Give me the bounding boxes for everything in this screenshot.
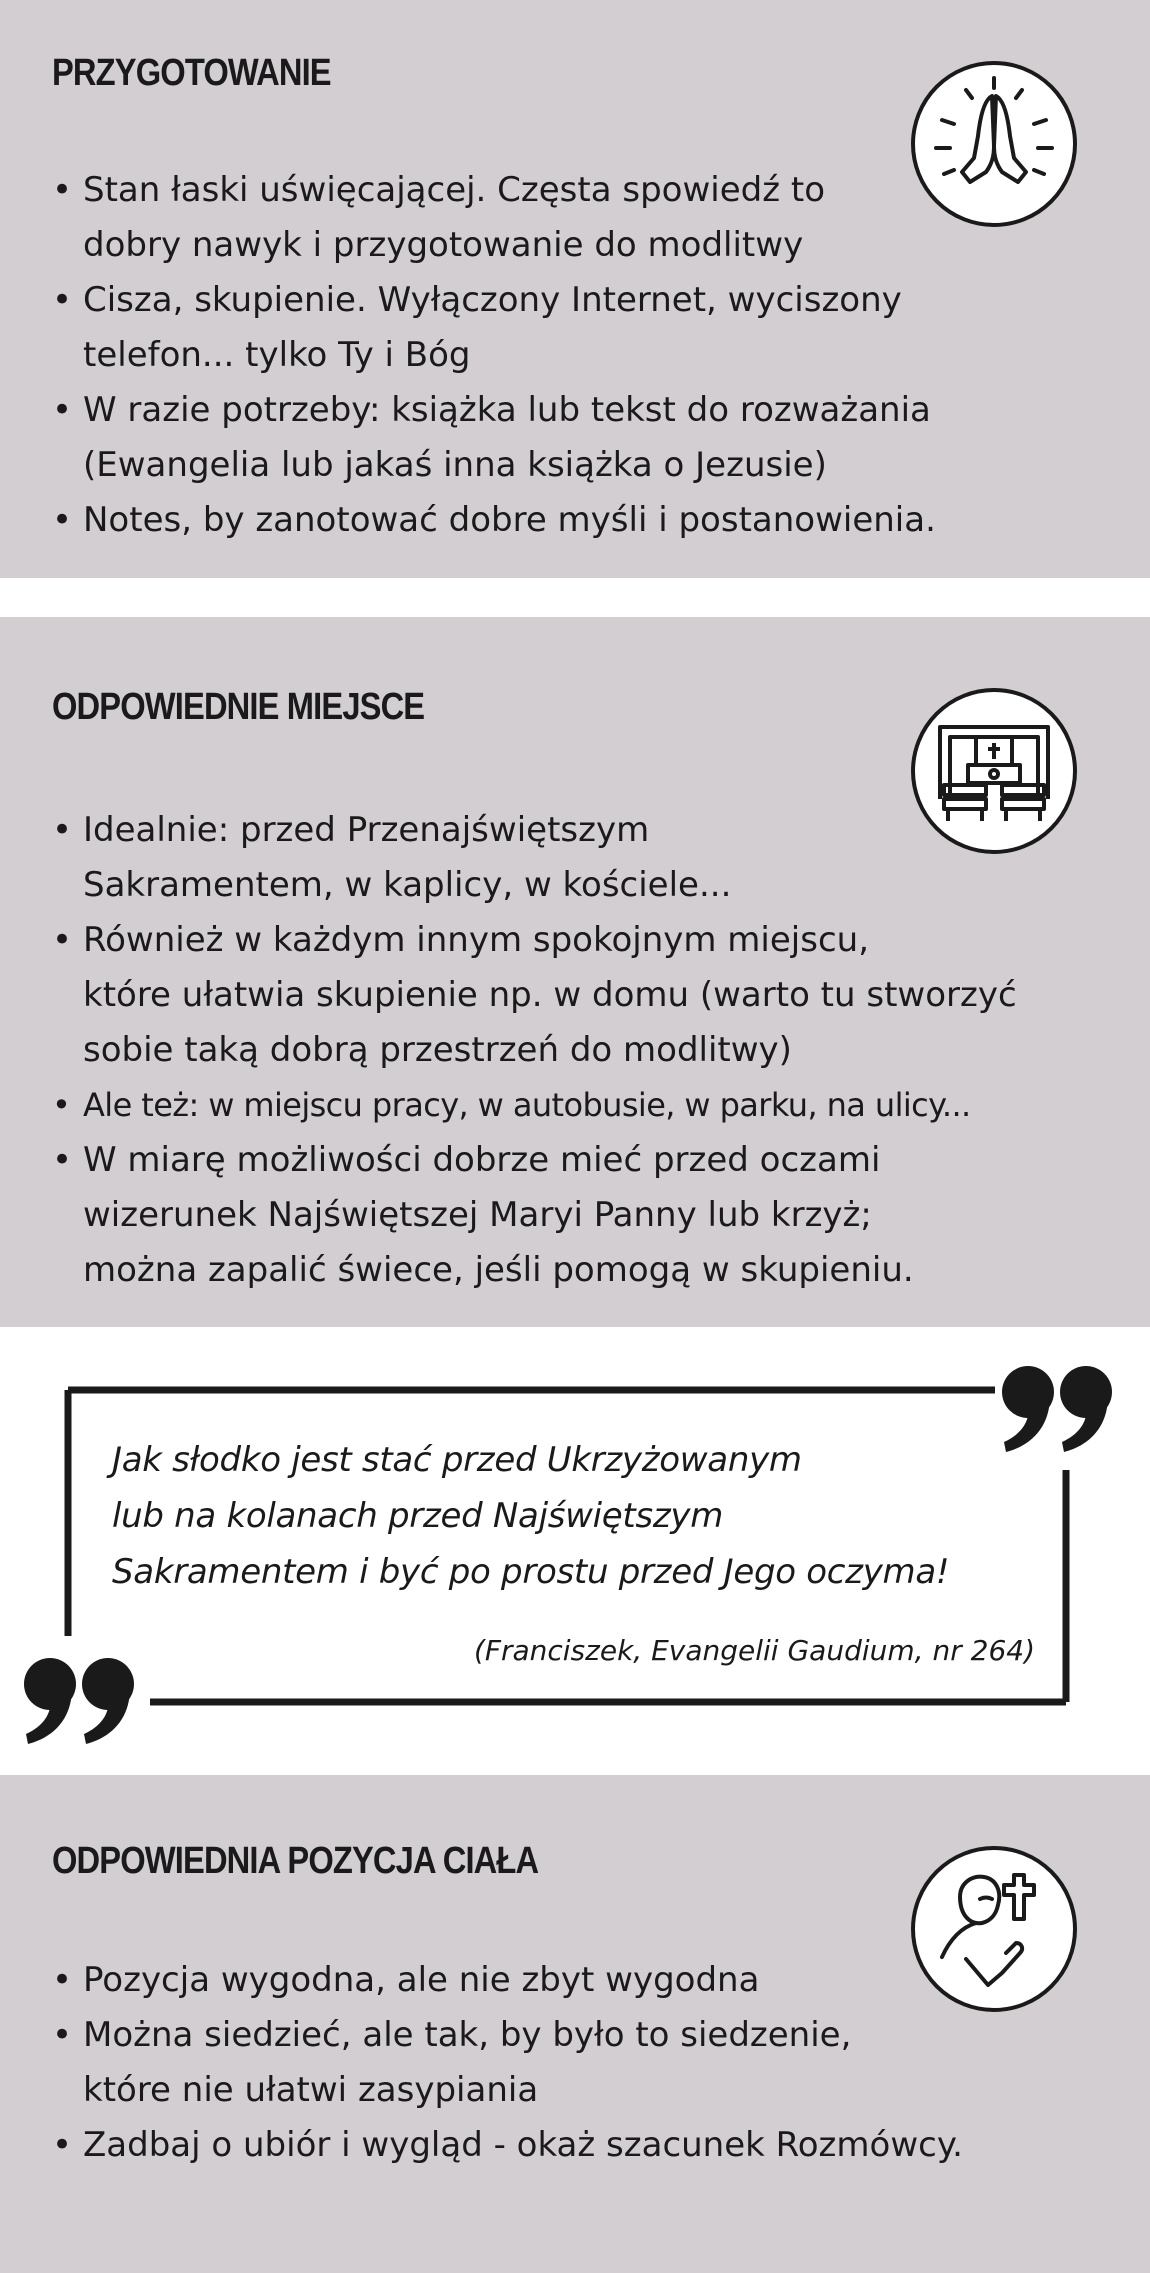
quote-block	[0, 1330, 1150, 1770]
opening-quote-icon	[22, 1650, 142, 1750]
section-heading: ODPOWIEDNIE MIEJSCE	[52, 686, 425, 728]
list-item: • Również w każdym innym spokojnym miejscu, które ułatwia skupienie np. w domu (warto tu stworzyć sobie taką dobrą przestrzeń do modlitwy)	[52, 913, 1017, 1078]
list-item: • Zadbaj o ubiór i wygląd - okaż szacunek Rozmówcy.	[52, 2118, 963, 2173]
list-item: • W razie potrzeby: książka lub tekst do rozważania (Ewangelia lub jakaś inna książka o Jezusie)	[52, 383, 936, 493]
quote-source: (Franciszek, Evangelii Gaudium, nr 264)	[473, 1634, 1035, 1667]
closing-quote-icon	[1000, 1358, 1120, 1458]
list-item: • Można siedzieć, ale tak, by było to siedzenie, które nie ułatwi zasypiania	[52, 2008, 963, 2118]
list-item: • Idealnie: przed Przenajświętszym Sakramentem, w kaplicy, w kościele...	[52, 803, 1017, 913]
preparation-list	[52, 163, 936, 548]
section-preparation	[0, 0, 1150, 578]
section-place	[0, 617, 1150, 1327]
list-item: • Ale też: w miejscu pracy, w autobusie, w parku, na ulicy...	[52, 1078, 1017, 1133]
list-item: • W miarę możliwości dobrze mieć przed oczami wizerunek Najświętszej Maryi Panny lub krzyż; można zapalić świece, jeśli pomogą w skupieniu.	[52, 1133, 1017, 1298]
section-heading: ODPOWIEDNIA POZYCJA CIAŁA	[52, 1840, 539, 1882]
quote-text: Jak słodko jest stać przed Ukrzyżowanym lub na kolanach przed Najświętszym Sakramentem i być po prostu przed Jego oczyma!	[112, 1440, 950, 1592]
list-item: • Notes, by zanotować dobre myśli i postanowienia.	[52, 493, 936, 548]
list-item: • Stan łaski uświęcającej. Częsta spowiedź to dobry nawyk i przygotowanie do modlitwy	[52, 163, 936, 273]
section-posture	[0, 1775, 1150, 2273]
list-item: • Cisza, skupienie. Wyłączony Internet, wyciszony telefon... tylko Ty i Bóg	[52, 273, 936, 383]
place-list	[52, 803, 1017, 1298]
list-item: • Pozycja wygodna, ale nie zbyt wygodna	[52, 1953, 963, 2008]
posture-list	[52, 1953, 963, 2173]
section-heading: PRZYGOTOWANIE	[52, 52, 331, 94]
